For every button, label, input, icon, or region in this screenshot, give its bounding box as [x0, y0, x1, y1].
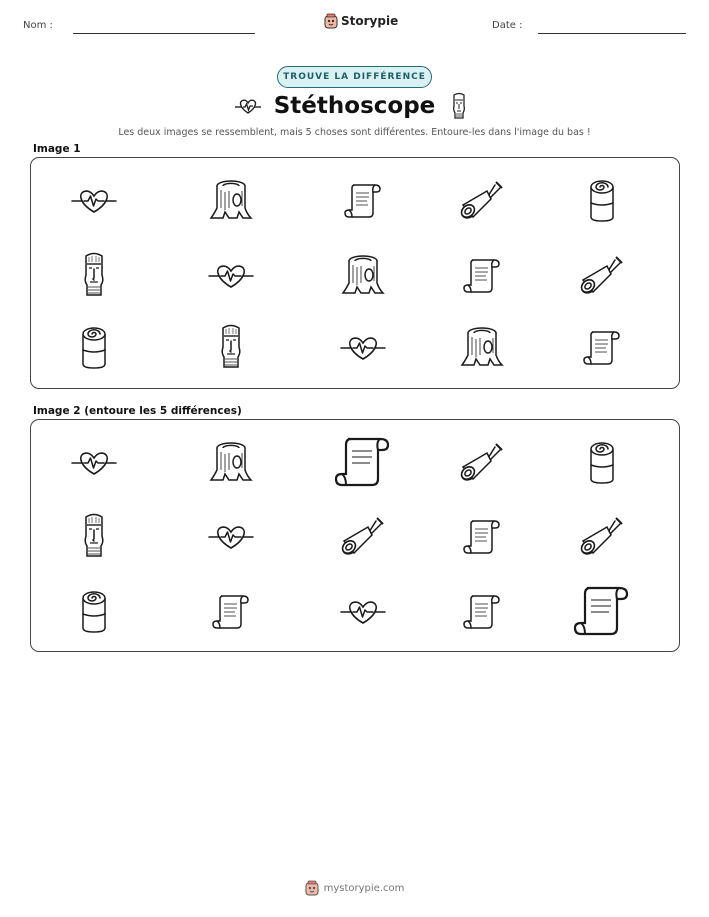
- scroll-icon: [211, 590, 251, 632]
- grid-item[interactable]: [64, 581, 124, 641]
- grid-item: [452, 317, 512, 377]
- grid-item[interactable]: [201, 581, 261, 641]
- grid-item[interactable]: [452, 432, 512, 492]
- name-label: Nom :: [23, 20, 53, 31]
- scroll-icon: [462, 254, 502, 296]
- panel2-label: Image 2 (entoure les 5 différences): [33, 405, 242, 417]
- grid-item[interactable]: [452, 581, 512, 641]
- brand-name: Storypie: [341, 14, 399, 28]
- grid-item: [452, 245, 512, 305]
- moai-icon: [450, 92, 468, 120]
- brand-logo: [324, 13, 398, 29]
- grid-item[interactable]: [64, 432, 124, 492]
- trumpet-icon: [459, 441, 505, 483]
- heart-rate-icon: [339, 596, 387, 626]
- scroll-icon-large: [334, 433, 392, 491]
- tree-stump-icon: [341, 253, 385, 297]
- scroll-icon: [343, 179, 383, 221]
- mascot-icon: [305, 880, 319, 896]
- panel-image-1: [30, 157, 680, 389]
- footer: [0, 880, 709, 896]
- scroll-icon-large: [573, 582, 631, 640]
- grid-item[interactable]: [572, 581, 632, 641]
- grid-item: [452, 170, 512, 230]
- page-title: Stéthoscope: [273, 93, 436, 119]
- rolled-mat-icon: [79, 324, 109, 370]
- panel-image-2[interactable]: [30, 419, 680, 652]
- rolled-mat-icon: [79, 588, 109, 634]
- tree-stump-icon: [209, 440, 253, 484]
- grid-item[interactable]: [333, 581, 393, 641]
- grid-item: [333, 170, 393, 230]
- footer-url: mystorypie.com: [323, 882, 405, 894]
- rolled-mat-icon: [587, 439, 617, 485]
- heart-rate-icon: [207, 260, 255, 290]
- moai-icon: [80, 512, 108, 560]
- tree-stump-icon: [460, 325, 504, 369]
- grid-item[interactable]: [572, 506, 632, 566]
- grid-item: [64, 317, 124, 377]
- grid-item[interactable]: [201, 506, 261, 566]
- grid-item: [201, 245, 261, 305]
- trumpet-icon: [340, 515, 386, 557]
- grid-item[interactable]: [201, 432, 261, 492]
- moai-icon: [217, 323, 245, 371]
- instructions: Les deux images se ressemblent, mais 5 choses sont différentes. Entoure-les dans l'image du bas !: [118, 127, 591, 138]
- scroll-icon: [582, 326, 622, 368]
- date-label: Date :: [492, 20, 523, 31]
- grid-item: [572, 317, 632, 377]
- grid-item[interactable]: [64, 506, 124, 566]
- moai-icon: [80, 251, 108, 299]
- heart-rate-icon: [70, 447, 118, 477]
- rolled-mat-icon: [587, 177, 617, 223]
- trumpet-icon: [459, 179, 505, 221]
- trumpet-icon: [579, 515, 625, 557]
- scroll-icon: [462, 515, 502, 557]
- grid-item: [64, 170, 124, 230]
- grid-item: [572, 170, 632, 230]
- trumpet-icon: [579, 254, 625, 296]
- tree-stump-icon: [209, 178, 253, 222]
- grid-item: [572, 245, 632, 305]
- grid-item[interactable]: [572, 432, 632, 492]
- panel1-label: Image 1: [33, 143, 81, 155]
- heart-rate-icon: [339, 332, 387, 362]
- grid-item: [333, 317, 393, 377]
- mascot-icon: [324, 13, 338, 29]
- grid-item[interactable]: [452, 506, 512, 566]
- grid-item[interactable]: [333, 432, 393, 492]
- heart-rate-icon: [70, 185, 118, 215]
- name-field-line[interactable]: [73, 33, 255, 34]
- grid-item: [333, 245, 393, 305]
- grid-item[interactable]: [333, 506, 393, 566]
- heart-rate-icon: [207, 521, 255, 551]
- scroll-icon: [462, 590, 502, 632]
- grid-item: [201, 170, 261, 230]
- activity-badge: TROUVE LA DIFFÉRENCE: [277, 66, 432, 88]
- date-field-line[interactable]: [538, 33, 686, 34]
- grid-item: [201, 317, 261, 377]
- grid-item: [64, 245, 124, 305]
